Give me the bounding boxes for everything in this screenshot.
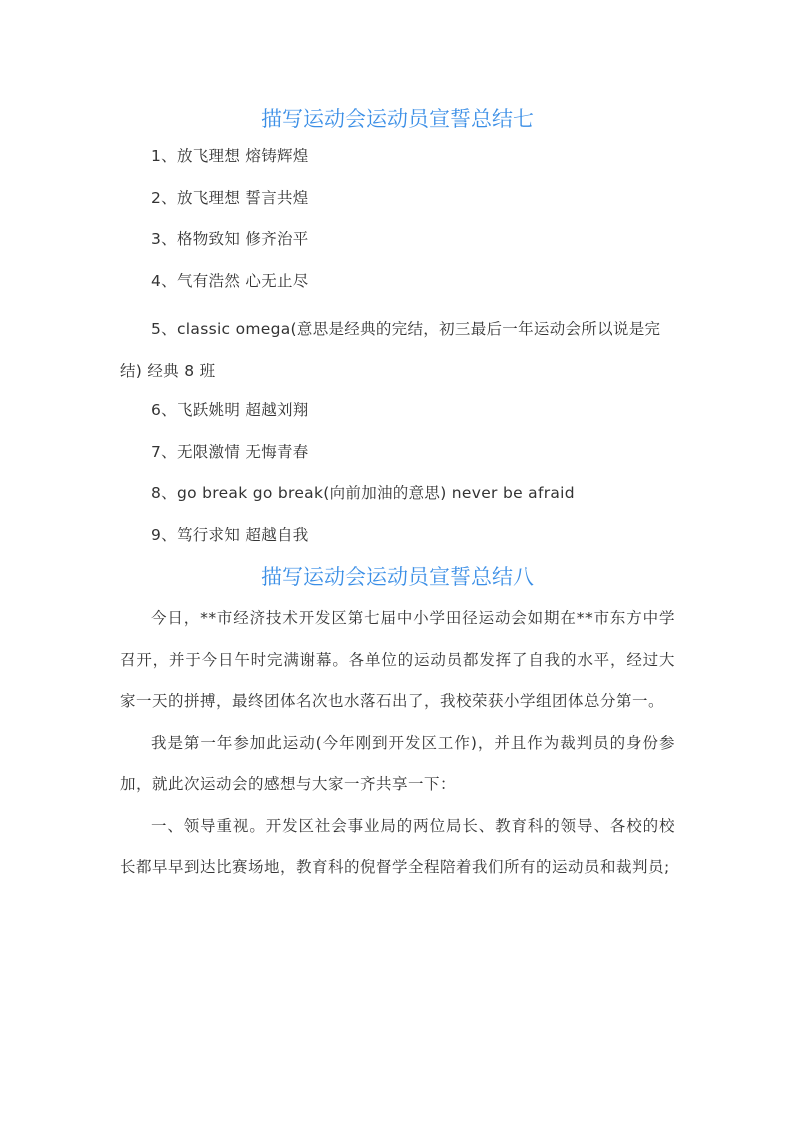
list-item: 7、无限激情 无悔青春	[151, 442, 309, 461]
list-item: 9、笃行求知 超越自我	[151, 525, 309, 544]
paragraph: 一、领导重视。开发区社会事业局的两位局长、教育科的领导、各校的校长都早早到达比赛场地，教育科的倪督学全程陪着我们所有的运动员和裁判员;	[120, 816, 675, 876]
paragraph: 我是第一年参加此运动(今年刚到开发区工作)，并且作为裁判员的身份参加，就此次运动会的感想与大家一齐共享一下：	[120, 733, 675, 793]
list-item: 3、格物致知 修齐治平	[151, 230, 309, 248]
list-item: 5、classic omega(意思是经典的完结，初三最后一年运动会所以说是完结) 经典 8 班	[120, 320, 661, 380]
list-item: 4、气有浩然 心无止尽	[151, 271, 309, 290]
slogan-list-7	[120, 142, 675, 549]
list-item: 2、放飞理想 誓言共煌	[151, 188, 309, 207]
section-7-title: 描写运动会运动员宣誓总结七	[261, 107, 534, 131]
section-8-title: 描写运动会运动员宣誓总结八	[261, 565, 534, 589]
list-item: 8、go break go break(向前加油的意思) never be afraid	[151, 484, 575, 502]
document-page	[120, 100, 675, 889]
section-8-body	[120, 598, 675, 889]
list-item: 6、飞跃姚明 超越刘翔	[151, 401, 309, 419]
paragraph: 今日，**市经济技术开发区第七届中小学田径运动会如期在**市东方中学召开，并于今日午时完满谢幕。各单位的运动员都发挥了自我的水平，经过大家一天的拼搏，最终团体名次也水落石出了，我校荣获小学组团体总分第一。	[120, 609, 675, 710]
list-item: 1、放飞理想 熔铸辉煌	[151, 147, 309, 165]
